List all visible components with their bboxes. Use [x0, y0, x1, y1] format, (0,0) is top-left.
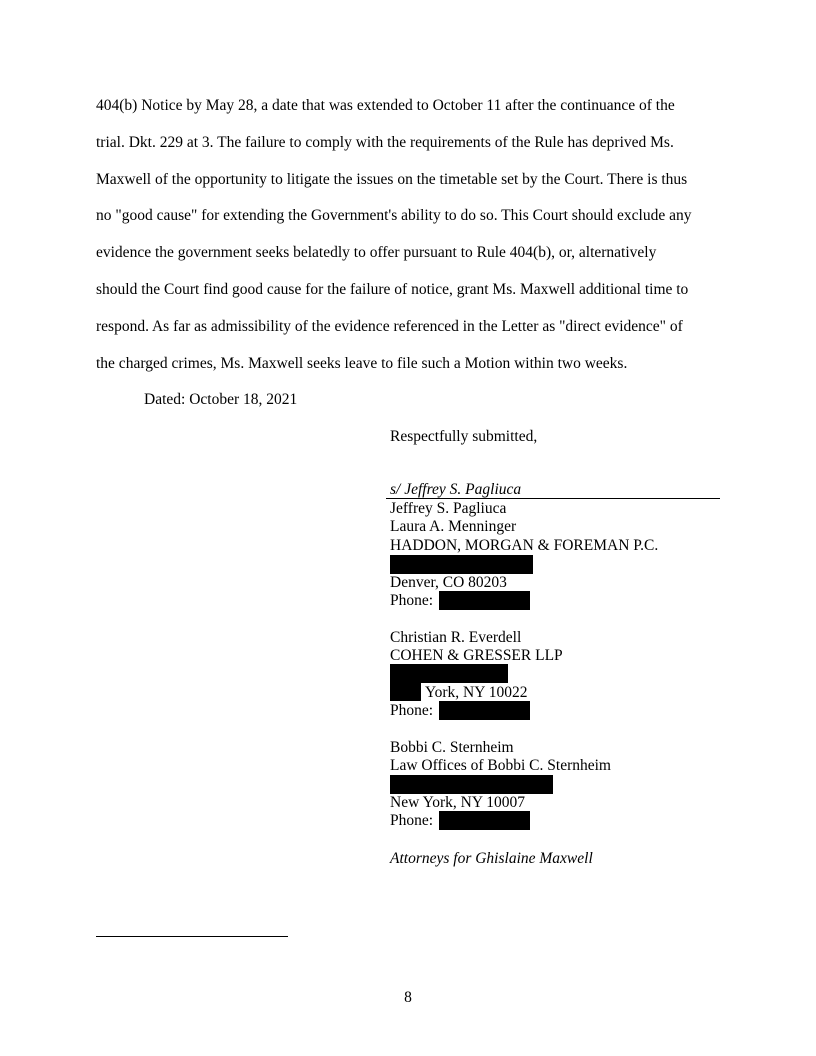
- phone-label-1: Phone:: [390, 592, 434, 609]
- electronic-signature: s/ Jeffrey S. Pagliuca: [390, 481, 522, 498]
- closing: Respectfully submitted,: [390, 428, 538, 445]
- firm-haddon: HADDON, MORGAN & FOREMAN P.C.: [390, 537, 659, 554]
- city-denver: Denver, CO 80203: [390, 574, 507, 591]
- redaction-phone-1: [439, 591, 530, 610]
- redaction-address-3: [390, 775, 553, 794]
- body-line-3: Maxwell of the opportunity to litigate the issues on the timetable set by the Court. There is thus: [96, 171, 688, 188]
- redaction-city-prefix: [390, 683, 421, 701]
- attorney-name-everdell: Christian R. Everdell: [390, 629, 522, 646]
- phone-label-2: Phone:: [390, 702, 434, 719]
- redaction-phone-2: [439, 701, 530, 720]
- body-line-1: 404(b) Notice by May 28, a date that was extended to October 11 after the continuance of the: [96, 97, 675, 114]
- body-line-6: should the Court find good cause for the failure of notice, grant Ms. Maxwell additional time to: [96, 281, 689, 298]
- city-new-york-10007: New York, NY 10007: [390, 794, 526, 811]
- attorney-name-menninger: Laura A. Menninger: [390, 518, 517, 535]
- attorney-name-sternheim: Bobbi C. Sternheim: [390, 739, 514, 756]
- city-new-york-10022: York, NY 10022: [425, 684, 528, 701]
- body-line-7: respond. As far as admissibility of the evidence referenced in the Letter as "direct evidence" of: [96, 318, 683, 335]
- body-line-4: no "good cause" for extending the Government's ability to do so. This Court should exclude any: [96, 207, 692, 224]
- attorneys-for: Attorneys for Ghislaine Maxwell: [390, 850, 593, 867]
- firm-sternheim: Law Offices of Bobbi C. Sternheim: [390, 757, 611, 774]
- signature-rule: [386, 498, 720, 499]
- attorney-name-pagliuca: Jeffrey S. Pagliuca: [390, 500, 507, 517]
- body-line-8: the charged crimes, Ms. Maxwell seeks leave to file such a Motion within two weeks.: [96, 355, 628, 372]
- redaction-phone-3: [439, 811, 530, 830]
- redaction-address-2: [390, 664, 508, 683]
- dated-line: Dated: October 18, 2021: [144, 391, 298, 408]
- firm-cohen-gresser: COHEN & GRESSER LLP: [390, 647, 563, 664]
- body-line-5: evidence the government seeks belatedly to offer pursuant to Rule 404(b), or, alternatively: [96, 244, 657, 261]
- footnote-rule: [96, 936, 288, 937]
- page-number: 8: [404, 989, 412, 1006]
- body-line-2: trial. Dkt. 229 at 3. The failure to comply with the requirements of the Rule has deprived Ms.: [96, 134, 674, 151]
- redaction-address-1: [390, 555, 533, 574]
- phone-label-3: Phone:: [390, 812, 434, 829]
